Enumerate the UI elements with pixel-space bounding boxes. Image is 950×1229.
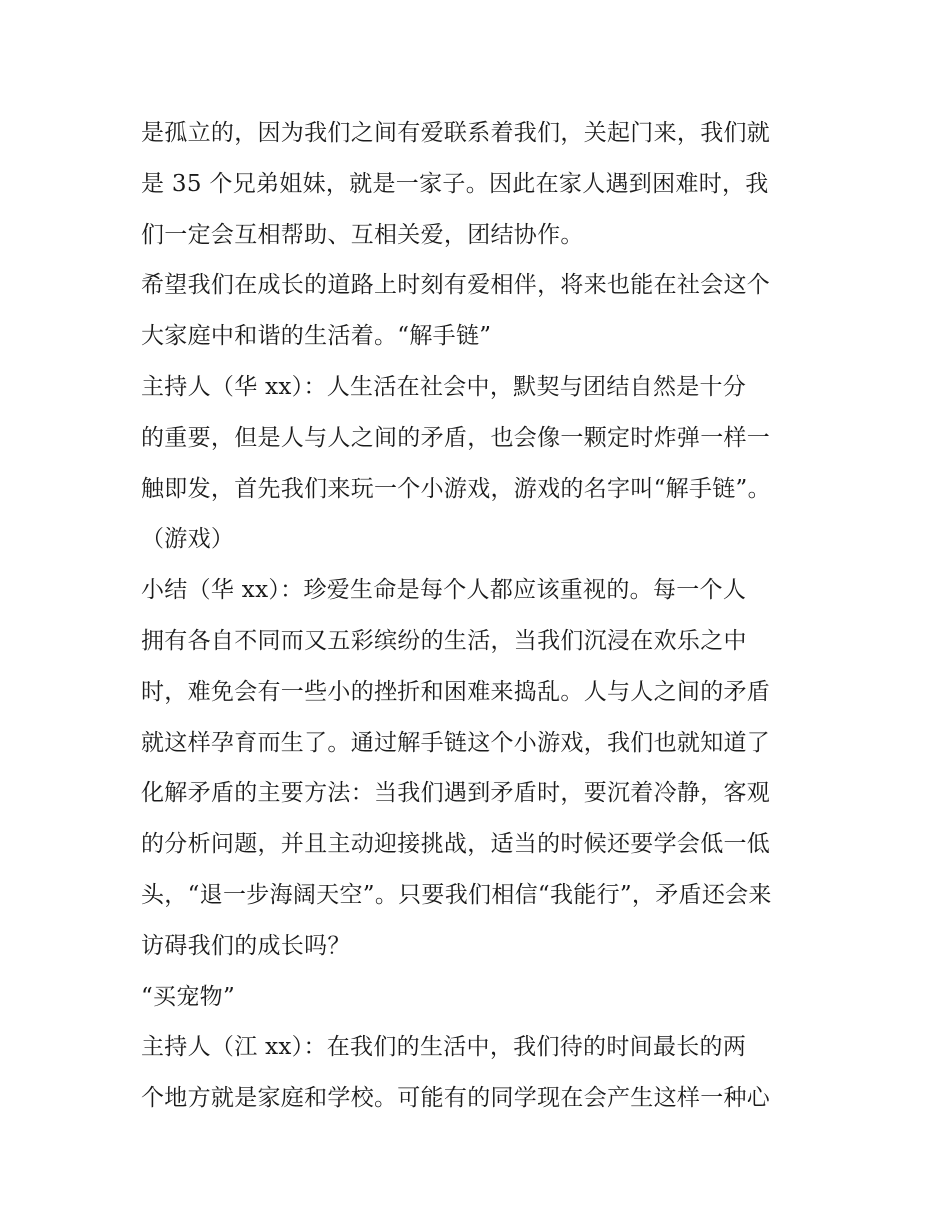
text-line: “买宠物” [141, 983, 236, 1010]
text-line: 是孤立的，因为我们之间有爱联系着我们，关起门来，我们就 [141, 120, 771, 146]
text-line: 大家庭中和谐的生活着。“解手链” [141, 323, 492, 350]
text-line: 拥有各自不同而又五彩缤纷的生活，当我们沉浸在欢乐之中 [141, 627, 747, 654]
text-line: 小结（华 xx）：珍爱生命是每个人都应该重视的。每一个人 [141, 577, 747, 604]
text-line: 主持人（江 xx）：在我们的生活中，我们待的时间最长的两 [141, 1034, 747, 1061]
text-line: 的分析问题，并且主动迎接挑战，适当的时候还要学会低一低 [141, 831, 771, 858]
document-body [141, 108, 821, 1124]
text-line: 就这样孕育而生了。通过解手链这个小游戏，我们也就知道了 [141, 729, 771, 756]
text-line: 主持人（华 xx）：人生活在社会中，默契与团结自然是十分 [141, 373, 747, 400]
text-line: 访碍我们的成长吗？ [141, 932, 351, 959]
text-line: 个地方就是家庭和学校。可能有的同学现在会产生这样一种心 [141, 1085, 771, 1112]
text-line: 化解矛盾的主要方法：当我们遇到矛盾时，要沉着冷静，客观 [141, 780, 771, 807]
text-line: 触即发，首先我们来玩一个小游戏，游戏的名字叫“解手链”。 [141, 475, 771, 502]
text-line: 的重要，但是人与人之间的矛盾，也会像一颗定时炸弹一样一 [141, 424, 771, 451]
text-line: 们一定会互相帮助、互相关爱，团结协作。 [141, 221, 584, 248]
text-line: （游戏） [141, 526, 235, 553]
text-line: 是 35 个兄弟姐妹，就是一家子。因此在家人遇到困难时，我 [141, 170, 769, 197]
text-line: 希望我们在成长的道路上时刻有爱相伴，将来也能在社会这个 [141, 272, 771, 299]
text-line: 头，“退一步海阔天空”。只要我们相信“我能行”，矛盾还会来 [141, 881, 772, 908]
text-line: 时，难免会有一些小的挫折和困难来捣乱。人与人之间的矛盾 [141, 678, 771, 705]
